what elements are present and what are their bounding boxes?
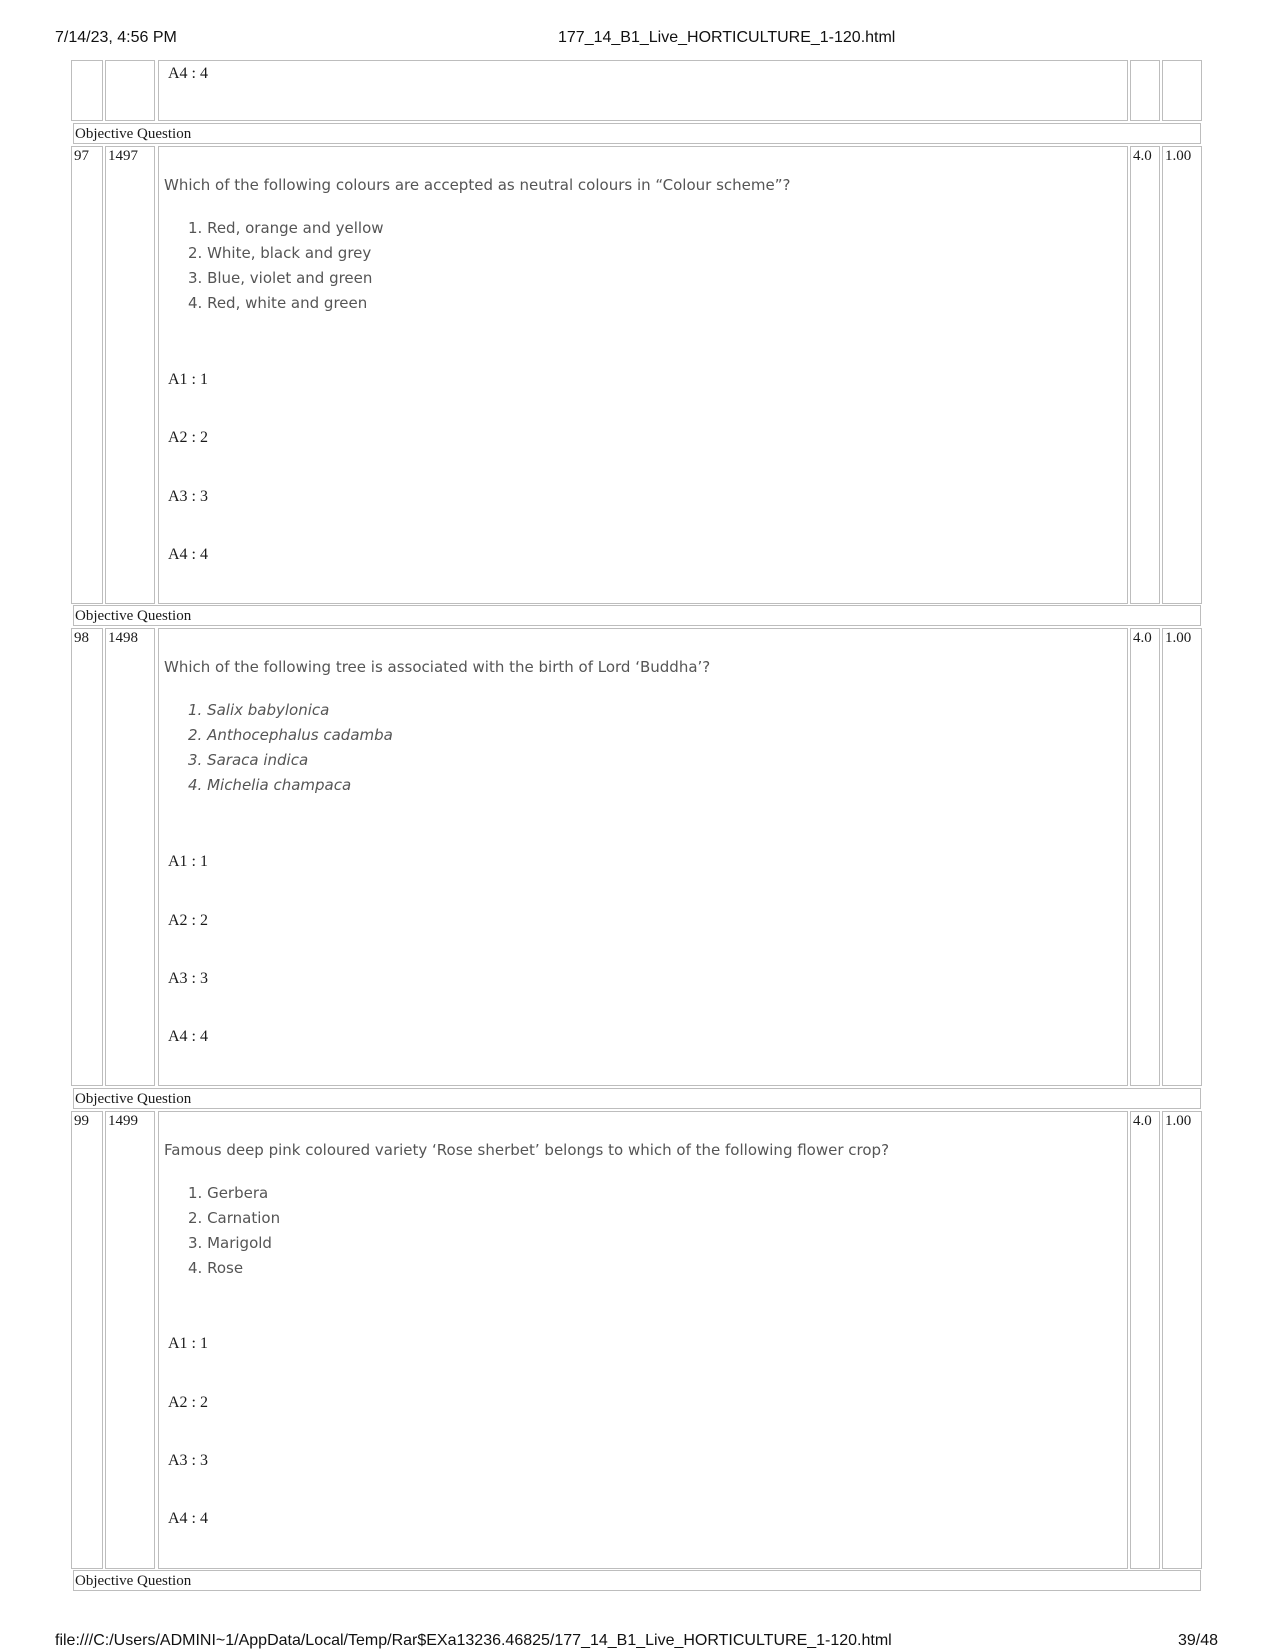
- serial-number: 98: [74, 630, 89, 646]
- objective-question-label: Objective Question: [73, 123, 1201, 144]
- question-id: 1498: [108, 630, 138, 646]
- question-id: 1499: [108, 1113, 138, 1129]
- question-text: Which of the following colours are accepted as neutral colours in “Colour scheme”?: [164, 176, 791, 194]
- option: 1. Salix babylonica: [188, 701, 330, 719]
- question-cell: [158, 146, 1128, 604]
- answer-option: A3 : 3: [168, 1452, 208, 1469]
- sno-cell: [71, 628, 103, 1086]
- answer-option: A2 : 2: [168, 1394, 208, 1411]
- answer-option: A1 : 1: [168, 1335, 208, 1352]
- answer-option: A4 : 4: [168, 1510, 208, 1527]
- negative-marks-cell: [1162, 1111, 1202, 1569]
- option: 3. Marigold: [188, 1234, 272, 1252]
- marks: 4.0: [1133, 1113, 1152, 1129]
- option: 4. Red, white and green: [188, 294, 368, 312]
- option: 1. Gerbera: [188, 1184, 269, 1202]
- negative-marks: 1.00: [1165, 1113, 1192, 1129]
- question-cell: [158, 628, 1128, 1086]
- sno-cell: [71, 1111, 103, 1569]
- qid-cell: [105, 1111, 155, 1569]
- marks-cell: [1130, 146, 1160, 604]
- question-text: Famous deep pink coloured variety ‘Rose sherbet’ belongs to which of the following flower crop?: [164, 1141, 890, 1159]
- question-cell: [158, 1111, 1128, 1569]
- qid-cell: [105, 628, 155, 1086]
- option: 2. Anthocephalus cadamba: [188, 726, 393, 744]
- serial-number: 99: [74, 1113, 89, 1129]
- answer-option: A4 : 4: [168, 65, 208, 82]
- print-title: 177_14_B1_Live_HORTICULTURE_1-120.html: [558, 29, 896, 46]
- option: 1. Red, orange and yellow: [188, 219, 384, 237]
- option: 2. Carnation: [188, 1209, 281, 1227]
- answer-option: A3 : 3: [168, 970, 208, 987]
- answer-option: A4 : 4: [168, 546, 208, 563]
- question-id: 1497: [108, 148, 138, 164]
- serial-number: 97: [74, 148, 89, 164]
- marks-cell: [1130, 60, 1160, 121]
- answer-option: A2 : 2: [168, 429, 208, 446]
- print-page-number: 39/48: [1178, 1632, 1219, 1649]
- print-datetime: 7/14/23, 4:56 PM: [55, 29, 177, 46]
- answer-option: A1 : 1: [168, 371, 208, 388]
- negative-marks: 1.00: [1165, 630, 1192, 646]
- answer-option: A1 : 1: [168, 853, 208, 870]
- answer-option: A4 : 4: [168, 1028, 208, 1045]
- option: 2. White, black and grey: [188, 244, 372, 262]
- option: 3. Saraca indica: [188, 751, 309, 769]
- negative-marks-cell: [1162, 60, 1202, 121]
- objective-question-label: Objective Question: [73, 1088, 1201, 1109]
- question-text: Which of the following tree is associated with the birth of Lord ‘Buddha’?: [164, 658, 711, 676]
- question-cell: [158, 60, 1128, 121]
- sno-cell: [71, 60, 103, 121]
- answer-option: A2 : 2: [168, 912, 208, 929]
- negative-marks-cell: [1162, 146, 1202, 604]
- option: 3. Blue, violet and green: [188, 269, 373, 287]
- negative-marks-cell: [1162, 628, 1202, 1086]
- answer-option: A3 : 3: [168, 488, 208, 505]
- sno-cell: [71, 146, 103, 604]
- marks-cell: [1130, 1111, 1160, 1569]
- marks-cell: [1130, 628, 1160, 1086]
- marks: 4.0: [1133, 148, 1152, 164]
- qid-cell: [105, 60, 155, 121]
- objective-question-label: Objective Question: [73, 605, 1201, 626]
- negative-marks: 1.00: [1165, 148, 1192, 164]
- objective-question-label: Objective Question: [73, 1570, 1201, 1591]
- marks: 4.0: [1133, 630, 1152, 646]
- option: 4. Rose: [188, 1259, 244, 1277]
- qid-cell: [105, 146, 155, 604]
- print-file-path: file:///C:/Users/ADMINI~1/AppData/Local/Temp/Rar$EXa13236.46825/177_14_B1_Live_HORTICULTURE_1-120.html: [55, 1632, 892, 1649]
- option: 4. Michelia champaca: [188, 776, 352, 794]
